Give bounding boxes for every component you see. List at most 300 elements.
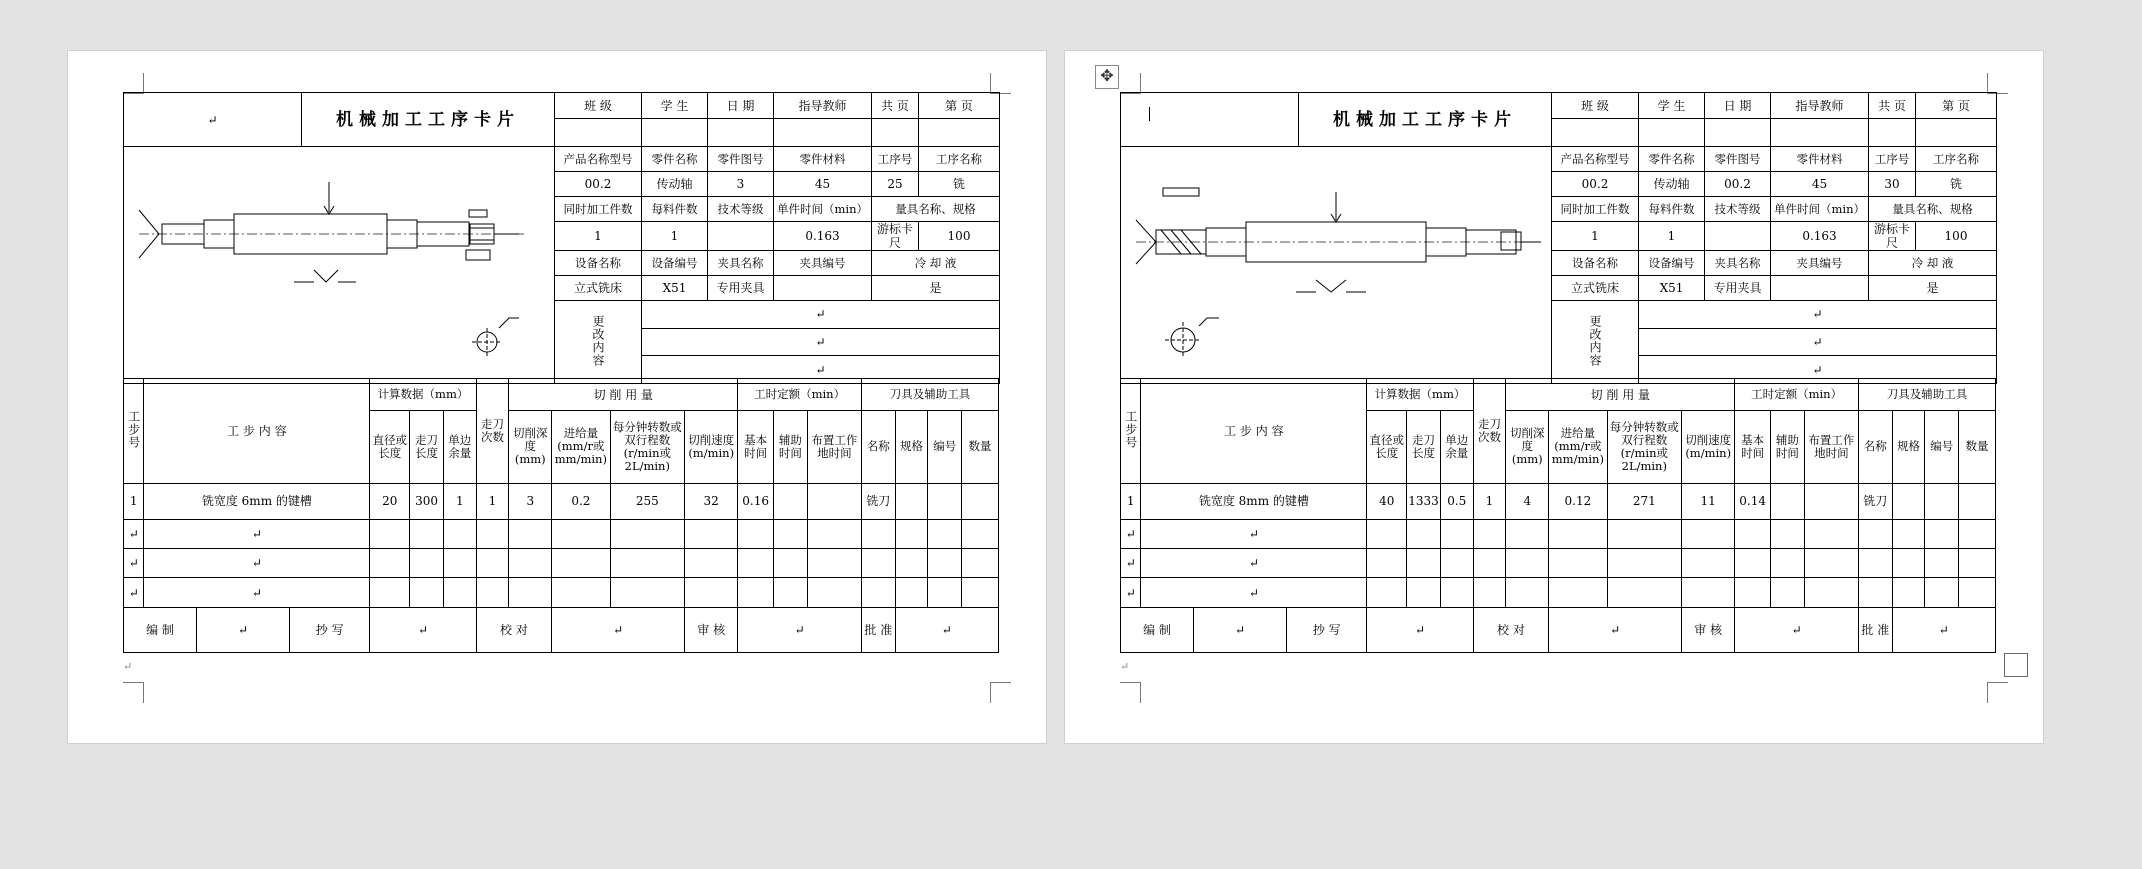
label-reviewed: 审 核 xyxy=(685,607,738,652)
empty-cell[interactable] xyxy=(610,549,685,578)
empty-cell[interactable] xyxy=(509,549,552,578)
tool-qty-value[interactable] xyxy=(1959,483,1996,519)
empty-cell[interactable] xyxy=(1407,578,1441,607)
value-fixture-name[interactable]: 专用夹具 xyxy=(1705,276,1771,301)
empty-cell[interactable] xyxy=(443,549,476,578)
empty-cell[interactable]: ↵ xyxy=(1121,549,1141,578)
empty-cell[interactable] xyxy=(1892,520,1925,549)
empty-cell[interactable] xyxy=(1735,549,1771,578)
tool-no-value[interactable] xyxy=(928,483,962,519)
label-coolant: 冷 却 液 xyxy=(1869,251,1997,276)
cut-speed-value[interactable]: 11 xyxy=(1682,483,1735,519)
dia-value[interactable]: 40 xyxy=(1367,483,1407,519)
empty-cell[interactable] xyxy=(928,549,962,578)
empty-cell[interactable] xyxy=(1407,520,1441,549)
table-row xyxy=(124,520,999,549)
value-cell[interactable] xyxy=(1869,119,1916,147)
table-row xyxy=(1121,483,1996,519)
basic-time-value[interactable]: 0.14 xyxy=(1735,483,1771,519)
empty-cell[interactable] xyxy=(928,578,962,607)
passes-value[interactable]: 1 xyxy=(1473,483,1506,519)
empty-cell[interactable] xyxy=(1473,520,1506,549)
step-content-header: 工 步 内 容 xyxy=(1141,379,1367,484)
label-reviewed: 审 核 xyxy=(1682,607,1735,652)
value-fixture-no[interactable] xyxy=(774,276,872,301)
shaft-drawing-svg xyxy=(1121,150,1551,380)
label-part-drawing-no: 零件图号 xyxy=(1705,147,1771,172)
passes-value[interactable]: 1 xyxy=(476,483,509,519)
value-coolant[interactable]: 是 xyxy=(1869,276,1997,301)
value-fixture-no[interactable] xyxy=(1771,276,1869,301)
travel-value[interactable]: 300 xyxy=(410,483,444,519)
label-prepared: 编 制 xyxy=(124,608,197,652)
cut-speed-header: 切削速度(m/min) xyxy=(1682,411,1735,484)
feed-value[interactable]: 0.2 xyxy=(552,483,610,519)
tool-no-header: 编号 xyxy=(1925,411,1959,484)
process-card-1 xyxy=(123,92,999,653)
empty-cell[interactable] xyxy=(610,578,685,607)
travel-value[interactable]: 1333 xyxy=(1407,483,1441,519)
empty-cell[interactable] xyxy=(410,549,444,578)
empty-cell[interactable] xyxy=(1440,578,1473,607)
change-line[interactable]: ↵ xyxy=(642,356,999,383)
value-parts-per-blank[interactable]: 1 xyxy=(642,222,708,251)
empty-cell[interactable] xyxy=(1892,578,1925,607)
empty-cell[interactable] xyxy=(1959,578,1996,607)
value-part-name[interactable]: 传动轴 xyxy=(1639,172,1705,197)
sign-row xyxy=(124,607,999,652)
step-no[interactable]: 1 xyxy=(124,483,144,519)
empty-cell[interactable] xyxy=(1506,578,1549,607)
value-part-material[interactable]: 45 xyxy=(774,172,872,197)
table-resize-handle[interactable] xyxy=(2004,653,2028,677)
empty-cell[interactable] xyxy=(861,520,895,549)
label-gauge: 量具名称、规格 xyxy=(1869,197,1997,222)
empty-cell[interactable] xyxy=(962,578,999,607)
feed-header: 进给量(mm/r或mm/min) xyxy=(552,411,610,484)
value-skill-level[interactable] xyxy=(1705,222,1771,251)
depth-value[interactable]: 4 xyxy=(1506,483,1549,519)
empty-cell[interactable] xyxy=(1607,578,1682,607)
value-cell[interactable] xyxy=(1705,119,1771,147)
title-blank-cell[interactable]: ↵ xyxy=(124,93,302,147)
empty-cell[interactable] xyxy=(1858,520,1892,549)
label-approved: 批 准 xyxy=(1858,607,1892,652)
value-approved[interactable]: ↵ xyxy=(895,607,998,652)
sign-cell-group xyxy=(1121,607,1367,652)
label-process-no: 工序号 xyxy=(872,147,919,172)
value-checked[interactable]: ↵ xyxy=(1549,607,1682,652)
value-copied[interactable]: ↵ xyxy=(370,607,476,652)
tool-qty-value[interactable] xyxy=(962,483,999,519)
empty-cell[interactable]: ↵ xyxy=(1141,578,1367,607)
label-teacher: 指导教师 xyxy=(1771,93,1869,119)
crop-mark xyxy=(1987,73,2008,94)
empty-cell[interactable] xyxy=(1367,549,1407,578)
empty-cell[interactable] xyxy=(410,520,444,549)
aux-time-value[interactable] xyxy=(1771,483,1805,519)
document-page-1 xyxy=(67,50,1047,744)
operations-table[interactable] xyxy=(123,378,999,653)
change-content-lines xyxy=(642,301,999,383)
label-page-no: 第 页 xyxy=(919,93,1000,119)
crop-mark xyxy=(123,682,144,703)
tool-spec-value[interactable] xyxy=(895,483,928,519)
value-cell[interactable] xyxy=(1639,119,1705,147)
table-row xyxy=(1121,578,1996,607)
label-unit-time: 单件时间（min） xyxy=(1771,197,1869,222)
value-cell[interactable] xyxy=(642,119,708,147)
change-content-label: 更改内容 xyxy=(1552,301,1639,384)
label-unit-time: 单件时间（min） xyxy=(774,197,872,222)
label-copied: 抄 写 xyxy=(315,622,344,637)
label-class: 班 级 xyxy=(1552,93,1639,119)
part-drawing xyxy=(124,147,555,384)
value-product-model[interactable]: 00.2 xyxy=(1552,172,1639,197)
depth-value[interactable]: 3 xyxy=(509,483,552,519)
empty-cell[interactable] xyxy=(1549,549,1607,578)
empty-cell[interactable]: ↵ xyxy=(144,578,370,607)
change-line[interactable]: ↵ xyxy=(1639,356,1996,383)
empty-cell[interactable] xyxy=(370,549,410,578)
operations-table[interactable] xyxy=(1120,378,1996,653)
aux-time-header: 辅助时间 xyxy=(774,411,808,484)
empty-cell[interactable] xyxy=(1407,549,1441,578)
value-process-name[interactable]: 铣 xyxy=(1916,172,1997,197)
basic-time-value[interactable]: 0.16 xyxy=(738,483,774,519)
empty-cell[interactable] xyxy=(1682,520,1735,549)
cut-speed-header: 切削速度(m/min) xyxy=(685,411,738,484)
value-simultaneous-parts[interactable]: 1 xyxy=(1552,222,1639,251)
allowance-value[interactable]: 1 xyxy=(443,483,476,519)
label-total-pages: 共 页 xyxy=(1869,93,1916,119)
label-student: 学 生 xyxy=(1639,93,1705,119)
empty-cell[interactable] xyxy=(962,520,999,549)
value-reviewed[interactable]: ↵ xyxy=(1735,607,1859,652)
label-teacher: 指导教师 xyxy=(774,93,872,119)
empty-cell[interactable]: ↵ xyxy=(124,578,144,607)
value-cell[interactable] xyxy=(555,119,642,147)
empty-cell[interactable] xyxy=(370,520,410,549)
empty-cell[interactable] xyxy=(1858,578,1892,607)
document-page-2 xyxy=(1064,50,2044,744)
empty-cell[interactable] xyxy=(1804,578,1858,607)
empty-cell[interactable] xyxy=(1771,520,1805,549)
passes-header: 走刀次数 xyxy=(1473,379,1506,484)
tool-spec-header: 规格 xyxy=(895,411,928,484)
cut-speed-value[interactable]: 32 xyxy=(685,483,738,519)
empty-cell[interactable] xyxy=(1925,520,1959,549)
empty-cell[interactable] xyxy=(1858,549,1892,578)
value-equipment-no[interactable]: X51 xyxy=(1639,276,1705,301)
label-equipment-name: 设备名称 xyxy=(1552,251,1639,276)
change-line[interactable]: ↵ xyxy=(642,301,999,328)
dia-value[interactable]: 20 xyxy=(370,483,410,519)
empty-cell[interactable] xyxy=(552,578,610,607)
table-row xyxy=(1121,520,1996,549)
value-checked[interactable]: ↵ xyxy=(552,607,685,652)
value-process-no[interactable]: 30 xyxy=(1869,172,1916,197)
travel-header: 走刀长度 xyxy=(410,411,444,484)
value-cell[interactable] xyxy=(919,119,1000,147)
passes-header: 走刀次数 xyxy=(476,379,509,484)
empty-cell[interactable] xyxy=(509,578,552,607)
change-line[interactable]: ↵ xyxy=(1639,328,1996,356)
empty-cell[interactable] xyxy=(685,578,738,607)
cutting-header: 切 削 用 量 xyxy=(1506,379,1735,411)
table-move-handle-icon[interactable]: ✥ xyxy=(1095,65,1119,89)
empty-cell[interactable] xyxy=(443,578,476,607)
empty-cell[interactable]: ↵ xyxy=(1121,520,1141,549)
sign-cell-group xyxy=(124,607,370,652)
label-student: 学 生 xyxy=(642,93,708,119)
empty-cell[interactable] xyxy=(1804,549,1858,578)
aux-time-header: 辅助时间 xyxy=(1771,411,1805,484)
part-drawing xyxy=(1121,147,1552,384)
rpm-value[interactable]: 271 xyxy=(1607,483,1682,519)
empty-cell[interactable] xyxy=(1925,549,1959,578)
change-line[interactable]: ↵ xyxy=(642,328,999,356)
empty-cell[interactable] xyxy=(1771,578,1805,607)
empty-cell[interactable] xyxy=(1682,578,1735,607)
rpm-header: 每分钟转数或双行程数(r/min或2L/min) xyxy=(1607,411,1682,484)
value-cell[interactable] xyxy=(1916,119,1997,147)
empty-cell[interactable] xyxy=(476,549,509,578)
value-skill-level[interactable] xyxy=(708,222,774,251)
value-part-material[interactable]: 45 xyxy=(1771,172,1869,197)
value-prepared[interactable]: ↵ xyxy=(197,608,290,652)
label-process-name: 工序名称 xyxy=(1916,147,1997,172)
empty-cell[interactable] xyxy=(895,549,928,578)
tool-spec-value[interactable] xyxy=(1892,483,1925,519)
empty-cell[interactable] xyxy=(895,520,928,549)
empty-cell[interactable] xyxy=(807,578,861,607)
value-parts-per-blank[interactable]: 1 xyxy=(1639,222,1705,251)
label-checked: 校 对 xyxy=(1473,607,1549,652)
value-part-drawing-no[interactable]: 3 xyxy=(708,172,774,197)
empty-cell[interactable] xyxy=(1473,549,1506,578)
value-approved[interactable]: ↵ xyxy=(1892,607,1995,652)
value-unit-time[interactable]: 0.163 xyxy=(774,222,872,251)
label-skill-level: 技术等级 xyxy=(1705,197,1771,222)
value-part-name[interactable]: 传动轴 xyxy=(642,172,708,197)
empty-cell[interactable] xyxy=(476,578,509,607)
label-simultaneous-parts: 同时加工件数 xyxy=(555,197,642,222)
empty-cell[interactable] xyxy=(962,549,999,578)
label-parts-per-blank: 每料件数 xyxy=(642,197,708,222)
label-gauge: 量具名称、规格 xyxy=(872,197,1000,222)
value-gauge-name[interactable]: 游标卡尺 xyxy=(872,222,919,251)
label-fixture-no: 夹具编号 xyxy=(1771,251,1869,276)
rpm-header: 每分钟转数或双行程数(r/min或2L/min) xyxy=(610,411,685,484)
empty-cell[interactable] xyxy=(1735,578,1771,607)
step-content[interactable]: 铣宽度 8mm 的键槽 xyxy=(1141,483,1367,519)
aux-time-value[interactable] xyxy=(774,483,808,519)
empty-cell[interactable] xyxy=(552,520,610,549)
empty-cell[interactable] xyxy=(685,549,738,578)
step-content-header: 工 步 内 容 xyxy=(144,379,370,484)
empty-cell[interactable] xyxy=(861,578,895,607)
empty-cell[interactable] xyxy=(1771,549,1805,578)
value-part-drawing-no[interactable]: 00.2 xyxy=(1705,172,1771,197)
feed-header: 进给量(mm/r或mm/min) xyxy=(1549,411,1607,484)
tool-name-header: 名称 xyxy=(1858,411,1892,484)
value-gauge-spec[interactable]: 100 xyxy=(1916,222,1997,251)
value-product-model[interactable]: 00.2 xyxy=(555,172,642,197)
empty-cell[interactable] xyxy=(1549,578,1607,607)
allowance-header: 单边余量 xyxy=(443,411,476,484)
empty-cell[interactable] xyxy=(738,578,774,607)
allowance-header: 单边余量 xyxy=(1440,411,1473,484)
empty-cell[interactable]: ↵ xyxy=(144,549,370,578)
label-checked: 校 对 xyxy=(476,607,552,652)
table-row xyxy=(124,578,999,607)
card-header-table[interactable] xyxy=(123,92,1000,384)
empty-cell[interactable] xyxy=(1925,578,1959,607)
empty-cell[interactable] xyxy=(1473,578,1506,607)
value-unit-time[interactable]: 0.163 xyxy=(1771,222,1869,251)
empty-cell[interactable] xyxy=(685,520,738,549)
tool-qty-header: 数量 xyxy=(1959,411,1996,484)
value-gauge-name[interactable]: 游标卡尺 xyxy=(1869,222,1916,251)
card-header-table[interactable] xyxy=(1120,92,1997,384)
value-cell[interactable] xyxy=(1552,119,1639,147)
value-copied[interactable]: ↵ xyxy=(1367,607,1473,652)
value-process-no[interactable]: 25 xyxy=(872,172,919,197)
tool-no-value[interactable] xyxy=(1925,483,1959,519)
label-total-pages: 共 页 xyxy=(872,93,919,119)
setup-time-value[interactable] xyxy=(1804,483,1858,519)
setup-time-header: 布置工作地时间 xyxy=(1804,411,1858,484)
value-process-name[interactable]: 铣 xyxy=(919,172,1000,197)
crop-mark xyxy=(1120,73,1141,94)
empty-cell[interactable] xyxy=(443,520,476,549)
setup-time-value[interactable] xyxy=(807,483,861,519)
label-class: 班 级 xyxy=(555,93,642,119)
empty-cell[interactable] xyxy=(552,549,610,578)
empty-cell[interactable]: ↵ xyxy=(1141,549,1367,578)
value-equipment-name[interactable]: 立式铣床 xyxy=(555,276,642,301)
tool-name-value[interactable]: 铣刀 xyxy=(861,483,895,519)
empty-cell[interactable] xyxy=(610,520,685,549)
step-no[interactable]: 1 xyxy=(1121,483,1141,519)
paragraph-mark: ↵ xyxy=(123,660,133,673)
empty-cell[interactable] xyxy=(1607,520,1682,549)
empty-cell[interactable] xyxy=(774,578,808,607)
depth-header: 切削深度(mm) xyxy=(1506,411,1549,484)
empty-cell[interactable] xyxy=(1506,520,1549,549)
label-prepared: 编 制 xyxy=(1121,608,1194,652)
label-fixture-name: 夹具名称 xyxy=(1705,251,1771,276)
table-row xyxy=(124,483,999,519)
empty-cell[interactable] xyxy=(1959,520,1996,549)
label-approved: 批 准 xyxy=(861,607,895,652)
empty-cell[interactable] xyxy=(476,520,509,549)
time-quota-header: 工时定额（min） xyxy=(1735,379,1859,411)
change-content-label: 更改内容 xyxy=(555,301,642,384)
empty-cell[interactable] xyxy=(807,549,861,578)
tool-spec-header: 规格 xyxy=(1892,411,1925,484)
value-gauge-spec[interactable]: 100 xyxy=(919,222,1000,251)
empty-cell[interactable] xyxy=(410,578,444,607)
empty-cell[interactable] xyxy=(1506,549,1549,578)
value-cell[interactable] xyxy=(708,119,774,147)
tools-header: 刀具及辅助工具 xyxy=(861,379,998,411)
change-content-area[interactable] xyxy=(642,301,1000,384)
value-cell[interactable] xyxy=(1771,119,1869,147)
empty-cell[interactable] xyxy=(1440,549,1473,578)
label-process-no: 工序号 xyxy=(1869,147,1916,172)
empty-cell[interactable] xyxy=(509,520,552,549)
empty-cell[interactable] xyxy=(738,549,774,578)
empty-cell[interactable]: ↵ xyxy=(1121,578,1141,607)
feed-value[interactable]: 0.12 xyxy=(1549,483,1607,519)
empty-cell[interactable] xyxy=(1607,549,1682,578)
empty-cell[interactable] xyxy=(1549,520,1607,549)
label-part-material: 零件材料 xyxy=(1771,147,1869,172)
empty-cell[interactable] xyxy=(1367,520,1407,549)
empty-cell[interactable] xyxy=(928,520,962,549)
value-prepared[interactable]: ↵ xyxy=(1194,608,1287,652)
value-simultaneous-parts[interactable]: 1 xyxy=(555,222,642,251)
empty-cell[interactable] xyxy=(1804,520,1858,549)
allowance-value[interactable]: 0.5 xyxy=(1440,483,1473,519)
label-part-material: 零件材料 xyxy=(774,147,872,172)
empty-cell[interactable]: ↵ xyxy=(1141,520,1367,549)
empty-cell[interactable] xyxy=(895,578,928,607)
rpm-value[interactable]: 255 xyxy=(610,483,685,519)
title-blank-cell[interactable] xyxy=(1121,93,1299,147)
empty-cell[interactable] xyxy=(1682,549,1735,578)
empty-cell[interactable]: ↵ xyxy=(144,520,370,549)
value-reviewed[interactable]: ↵ xyxy=(738,607,862,652)
change-content-area[interactable] xyxy=(1639,301,1997,384)
cutting-header: 切 削 用 量 xyxy=(509,379,738,411)
empty-cell[interactable] xyxy=(861,549,895,578)
value-equipment-no[interactable]: X51 xyxy=(642,276,708,301)
crop-mark xyxy=(990,682,1011,703)
change-line[interactable]: ↵ xyxy=(1639,301,1996,328)
empty-cell[interactable] xyxy=(1735,520,1771,549)
label-process-name: 工序名称 xyxy=(919,147,1000,172)
label-equipment-no: 设备编号 xyxy=(1639,251,1705,276)
step-content[interactable]: 铣宽度 6mm 的键槽 xyxy=(144,483,370,519)
empty-cell[interactable] xyxy=(1367,578,1407,607)
empty-cell[interactable] xyxy=(1892,549,1925,578)
value-equipment-name[interactable]: 立式铣床 xyxy=(1552,276,1639,301)
empty-cell[interactable] xyxy=(370,578,410,607)
calc-data-header: 计算数据（mm） xyxy=(370,379,476,411)
shaft-drawing-svg xyxy=(124,150,554,380)
tool-name-value[interactable]: 铣刀 xyxy=(1858,483,1892,519)
label-product-model: 产品名称型号 xyxy=(555,147,642,172)
tools-header: 刀具及辅助工具 xyxy=(1858,379,1995,411)
empty-cell[interactable] xyxy=(807,520,861,549)
value-fixture-name[interactable]: 专用夹具 xyxy=(708,276,774,301)
value-cell[interactable] xyxy=(774,119,872,147)
tool-name-header: 名称 xyxy=(861,411,895,484)
empty-cell[interactable] xyxy=(738,520,774,549)
empty-cell[interactable] xyxy=(1440,520,1473,549)
empty-cell[interactable] xyxy=(774,520,808,549)
empty-cell[interactable]: ↵ xyxy=(124,520,144,549)
value-cell[interactable] xyxy=(872,119,919,147)
empty-cell[interactable] xyxy=(1959,549,1996,578)
value-coolant[interactable]: 是 xyxy=(872,276,1000,301)
label-date: 日 期 xyxy=(1705,93,1771,119)
empty-cell[interactable]: ↵ xyxy=(124,549,144,578)
empty-cell[interactable] xyxy=(774,549,808,578)
